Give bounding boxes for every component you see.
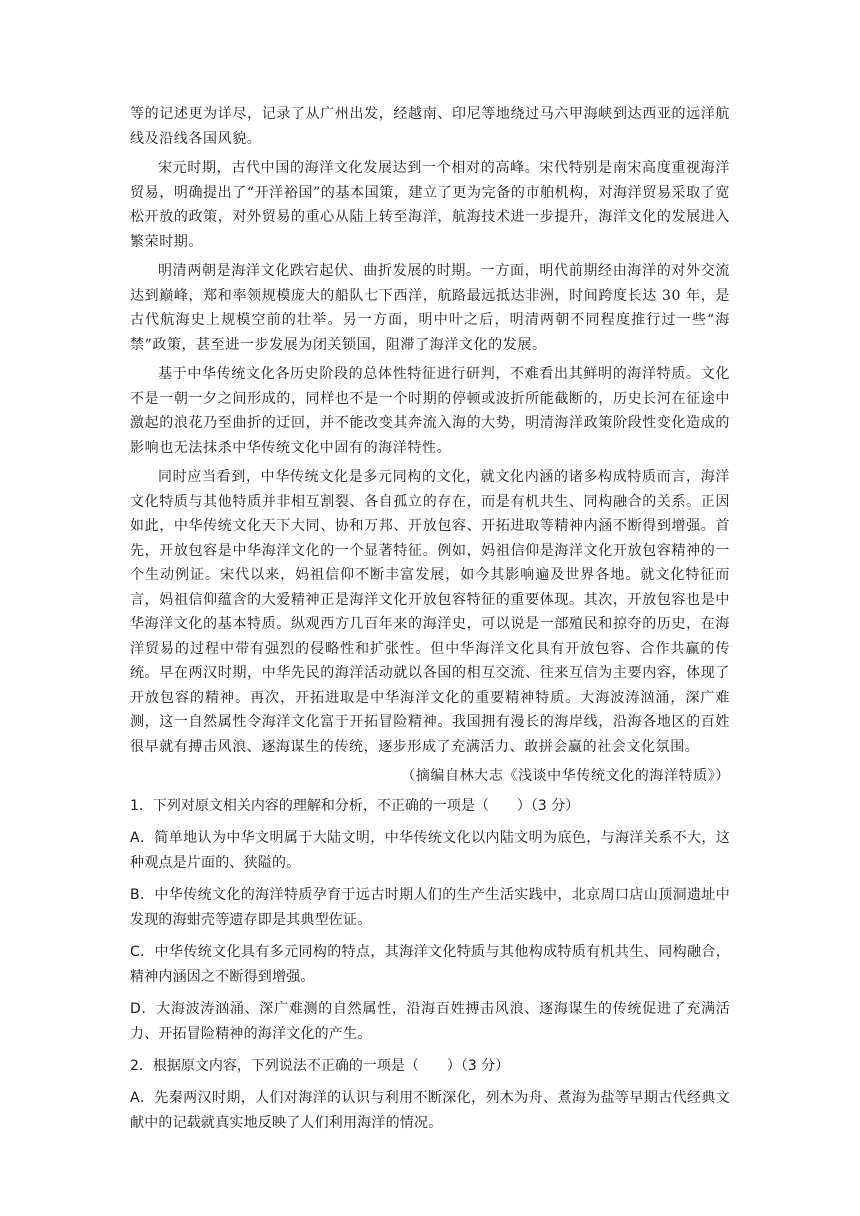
document-page [130,102,730,1143]
source-citation: （摘编自林大志《浅谈中华传统文化的海洋特质》） [401,768,730,784]
paragraph-cultural-traits: 同时应当看到，中华传统文化是多元同构的文化，就文化内涵的诸多构成特质而言，海洋文化特质与其他特质并非相互割裂、各自孤立的存在，而是有机共生、同构融合的关系。正因如此，中华传统文化天下大同、协和万邦、开放包容、开拓进取等精神内涵不断得到增强。首先，开放包容是中华海洋文化的一个显著特征。例如，妈祖信仰是海洋文化开放包容精神的一个生动例证。宋代以来，妈祖信仰不断丰富发展，如今其影响遍及世界各地。就文化特征而言，妈祖信仰蕴含的大爱精神正是海洋文化开放包容特征的重要体现。其次，开放包容也是中华海洋文化的基本特质。纵观西方几百年来的海洋史，可以说是一部殖民和掠夺的历史，在海洋贸易的过程中带有强烈的侵略性和扩张性。但中华海洋文化具有开放包容、合作共赢的传统。早在两汉时期，中华先民的海洋活动就以各国的相互交流、往来互信为主要内容，体现了开放包容的精神。再次，开拓进取是中华海洋文化的重要精神特质。大海波涛汹涌，深广难测，这一自然属性令海洋文化富于开拓冒险精神。我国拥有漫长的海岸线，沿海各地区的百姓很早就有搏击风浪、逐海谋生的传统，逐步形成了充满活力、敢拼会赢的社会文化氛围。 [130,469,730,755]
paragraph-ming-qing: 明清两朝是海洋文化跌宕起伏、曲折发展的时期。一方面，明代前期经由海洋的对外交流达到巅峰，郑和率领规模庞大的船队七下西洋，航路最远抵达非洲，时间跨度长达 30 年，是古代航海史上规模空前的壮举。另一方面，明中叶之后，明清两朝不同程度推行过一些“海禁”政策，甚至进一步发展为闭关锁国，阻滞了海洋文化的发展。 [130,263,730,353]
question-2-option-a: A．先秦两汉时期，人们对海洋的认识与利用不断深化，列木为舟、煮海为盐等早期古代经典文献中的记载就真实地反映了人们利用海洋的情况。 [130,1090,730,1131]
paragraph-historical-analysis: 基于中华传统文化各历史阶段的总体性特征进行研判，不难看出其鲜明的海洋特质。文化不是一朝一夕之间形成的，同样也不是一个时期的停顿或波折所能截断的，历史长河在征途中激起的浪花乃至曲折的迂回，并不能改变其奔流入海的大势，明清海洋政策阶段性变化造成的影响也无法抹杀中华传统文化中固有的海洋特性。 [130,366,730,456]
paragraph-song-yuan: 宋元时期，古代中国的海洋文化发展达到一个相对的高峰。宋代特别是南宋高度重视海洋贸易，明确提出了“开洋裕国”的基本国策，建立了更为完备的市舶机构，对海洋贸易采取了宽松开放的政策，对外贸易的重心从陆上转至海洋，航海技术进一步提升，海洋文化的发展进入繁荣时期。 [130,160,730,250]
paragraph-voyage-records: 等的记述更为详尽，记录了从广州出发，经越南、印尼等地绕过马六甲海峡到达西亚的远洋航线及沿线各国风貌。 [130,106,730,147]
question-1-option-c: C．中华传统文化具有多元同构的特点，其海洋文化特质与其他构成特质有机共生、同构融合，精神内涵因之不断得到增强。 [130,944,730,985]
question-1-option-a: A．简单地认为中华文明属于大陆文明，中华传统文化以内陆文明为底色，与海洋关系不大，这种观点是片面的、狭隘的。 [130,830,730,871]
question-1-option-d: D．大海波涛汹涌、深广难测的自然属性，沿海百姓搏击风浪、逐海谋生的传统促进了充满活力、开拓冒险精神的海洋文化的产生。 [130,1001,730,1042]
question-2-stem: 2．根据原文内容，下列说法不正确的一项是（ ）（3 分） [130,1058,510,1074]
question-1-stem: 1．下列对原文相关内容的理解和分析，不正确的一项是（ ）（3 分） [130,798,580,814]
question-1-option-b: B．中华传统文化的海洋特质孕育于远古时期人们的生产生活实践中，北京周口店山顶洞遗址中发现的海蚶壳等遗存即是其典型佐证。 [130,887,730,928]
